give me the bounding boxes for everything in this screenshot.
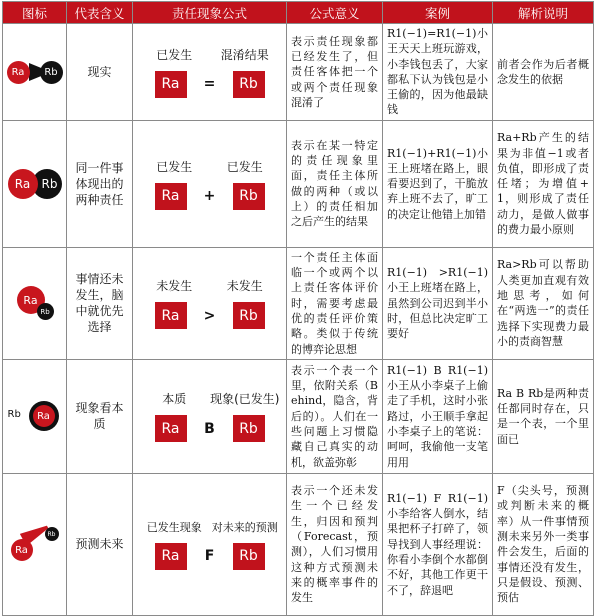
formula-operator: = (203, 76, 216, 93)
case-cell: R1(−1) B R1(−1)小王从小李桌子上偷走了手机，这时小张路过，小王顺手拿起小李桌子上的笔说：呵呵，我偷他一支笔用用 (383, 359, 493, 473)
rb-box: Rb (233, 415, 265, 442)
formula-label-left: 已发生 (156, 159, 193, 174)
ring-label: Rb (7, 409, 21, 421)
ra-box: Ra (155, 543, 187, 570)
significance-cell: 表示责任现象都已经发生了，但责任客体把一个或两个责任现象混淆了 (287, 24, 383, 121)
formula-cell (133, 120, 287, 247)
formula-cell (133, 359, 287, 473)
formula-cell (133, 247, 287, 359)
ra-circle: Ra (17, 286, 45, 314)
rb-box: Rb (233, 71, 265, 98)
rb-circle: Rb (32, 169, 62, 199)
case-cell: R1(−1)+R1(−1)小王上班堵在路上，眼看要迟到了，干脆放弃上班不去了，旷工的决定让他错上加错 (383, 120, 493, 247)
ring-circle-icon (8, 401, 62, 431)
table-row (3, 120, 594, 247)
ra-circle: Ra (7, 61, 30, 84)
case-cell: R1(−1) F R1(−1)小李给客人倒水，结果把杯子打碎了，领导找到人事经理说：你看小李倒个水都倒不好，其他工作更干不了，辞退吧 (383, 473, 493, 615)
formula-label-right: 现象(已发生) (210, 392, 280, 407)
header-icon: 图标 (3, 2, 67, 24)
formula-operator: > (203, 307, 216, 324)
rb-box: Rb (233, 543, 265, 570)
table-row (3, 359, 594, 473)
header-case: 案例 (383, 2, 493, 24)
icon-cell (3, 359, 67, 473)
ra-box: Ra (155, 71, 187, 98)
rb-box: Rb (233, 302, 265, 329)
meaning-cell: 现象看本质 (67, 359, 133, 473)
analysis-cell: 前者会作为后者概念发生的依据 (493, 24, 594, 121)
header-analysis: 解析说明 (493, 2, 594, 24)
ra-circle: Ra (11, 539, 33, 561)
rb-circle: Rb (40, 61, 63, 84)
touching-circles-icon (7, 60, 63, 84)
significance-cell: 一个责任主体面临一个或两个以上责任客体评价时，需要考虑最优的责任评价策略。类似于传统的博弈论思想 (287, 247, 383, 359)
header-row (3, 2, 594, 24)
significance-cell: 表示一个还未发生一个已经发生，归因和预判（Forecast，预测），人们习惯用这种方式预测未来的概率事件的发生 (287, 473, 383, 615)
table-row (3, 247, 594, 359)
significance-cell: 表示一个表一个里，依附关系（Behind，隐含，背后的）。人们在一些问题上习惯隐藏自己真实的动机，欲盖弥彰 (287, 359, 383, 473)
case-cell: R1(−1) >R1(−1)小王上班堵在路上，虽然到公司迟到半小时，但总比决定旷工要好 (383, 247, 493, 359)
ra-circle: Ra (8, 169, 38, 199)
formula-label-left: 未发生 (156, 279, 193, 294)
formula-cell (133, 473, 287, 615)
analysis-cell: Ra+Rb产生的结果为非值−1或者负值，即形成了责任堵；为增值+1，则形成了责任动力，是做人做事的费力最小原则 (493, 120, 594, 247)
rb-circle: Rb (45, 527, 59, 541)
meaning-cell: 同一件事体现出的两种责任 (67, 120, 133, 247)
rb-box: Rb (233, 183, 265, 210)
significance-cell: 表示在某一特定的责任现象里面，责任主体所做的两种（或以上）的责任相加之后产生的结果 (287, 120, 383, 247)
formula-operator: F (204, 548, 215, 565)
ra-box: Ra (155, 183, 187, 210)
formula-label-left: 本质 (162, 392, 187, 407)
formula-label-right: 混淆结果 (220, 47, 269, 62)
icon-cell (3, 24, 67, 121)
table-row (3, 24, 594, 121)
cone-circle-icon (11, 527, 59, 561)
header-meaning: 代表含义 (67, 2, 133, 24)
rb-circle: Rb (37, 303, 54, 320)
icon-cell (3, 247, 67, 359)
icon-cell (3, 473, 67, 615)
formula-label-right: 对未来的预测 (211, 520, 278, 534)
table-row (3, 473, 594, 615)
analysis-cell: Ra B Rb是两种责任都同时存在，只是一个表，一个里面已 (493, 359, 594, 473)
formula-label-right: 已发生 (226, 159, 263, 174)
analysis-cell: Ra>Rb可以帮助人类更加直观有效地思考，如何在“两选一”的责任选择下实现费力最小的责商智慧 (493, 247, 594, 359)
small-attached-circle-icon (15, 286, 55, 320)
case-cell: R1(−1)=R1(−1)小王天天上班玩游戏，小李钱包丢了，大家都私下认为钱包是小王偷的，因为他最缺钱 (383, 24, 493, 121)
meaning-cell: 现实 (67, 24, 133, 121)
overlapping-circles-icon (8, 169, 62, 199)
analysis-cell: F（尖头号，预测或判断未来的概率）从一件事情预测未来另外一类事件会发生，后面的事情还没有发生，只是假设、预测、预估 (493, 473, 594, 615)
ra-box: Ra (155, 415, 187, 442)
ra-box: Ra (155, 302, 187, 329)
formula-cell (133, 24, 287, 121)
icon-cell (3, 120, 67, 247)
header-significance: 公式意义 (287, 2, 383, 24)
meaning-cell: 事情还未发生，脑中就优先选择 (67, 247, 133, 359)
header-formula: 责任现象公式 (133, 2, 287, 24)
meaning-cell: 预测未来 (67, 473, 133, 615)
responsibility-formula-table (2, 1, 594, 616)
formula-label-right: 未发生 (226, 279, 263, 294)
formula-operator: + (203, 188, 216, 205)
formula-label-left: 已发生现象 (146, 520, 202, 534)
ra-circle: Ra (33, 405, 55, 427)
formula-operator: B (204, 420, 215, 437)
formula-label-left: 已发生 (156, 47, 193, 62)
